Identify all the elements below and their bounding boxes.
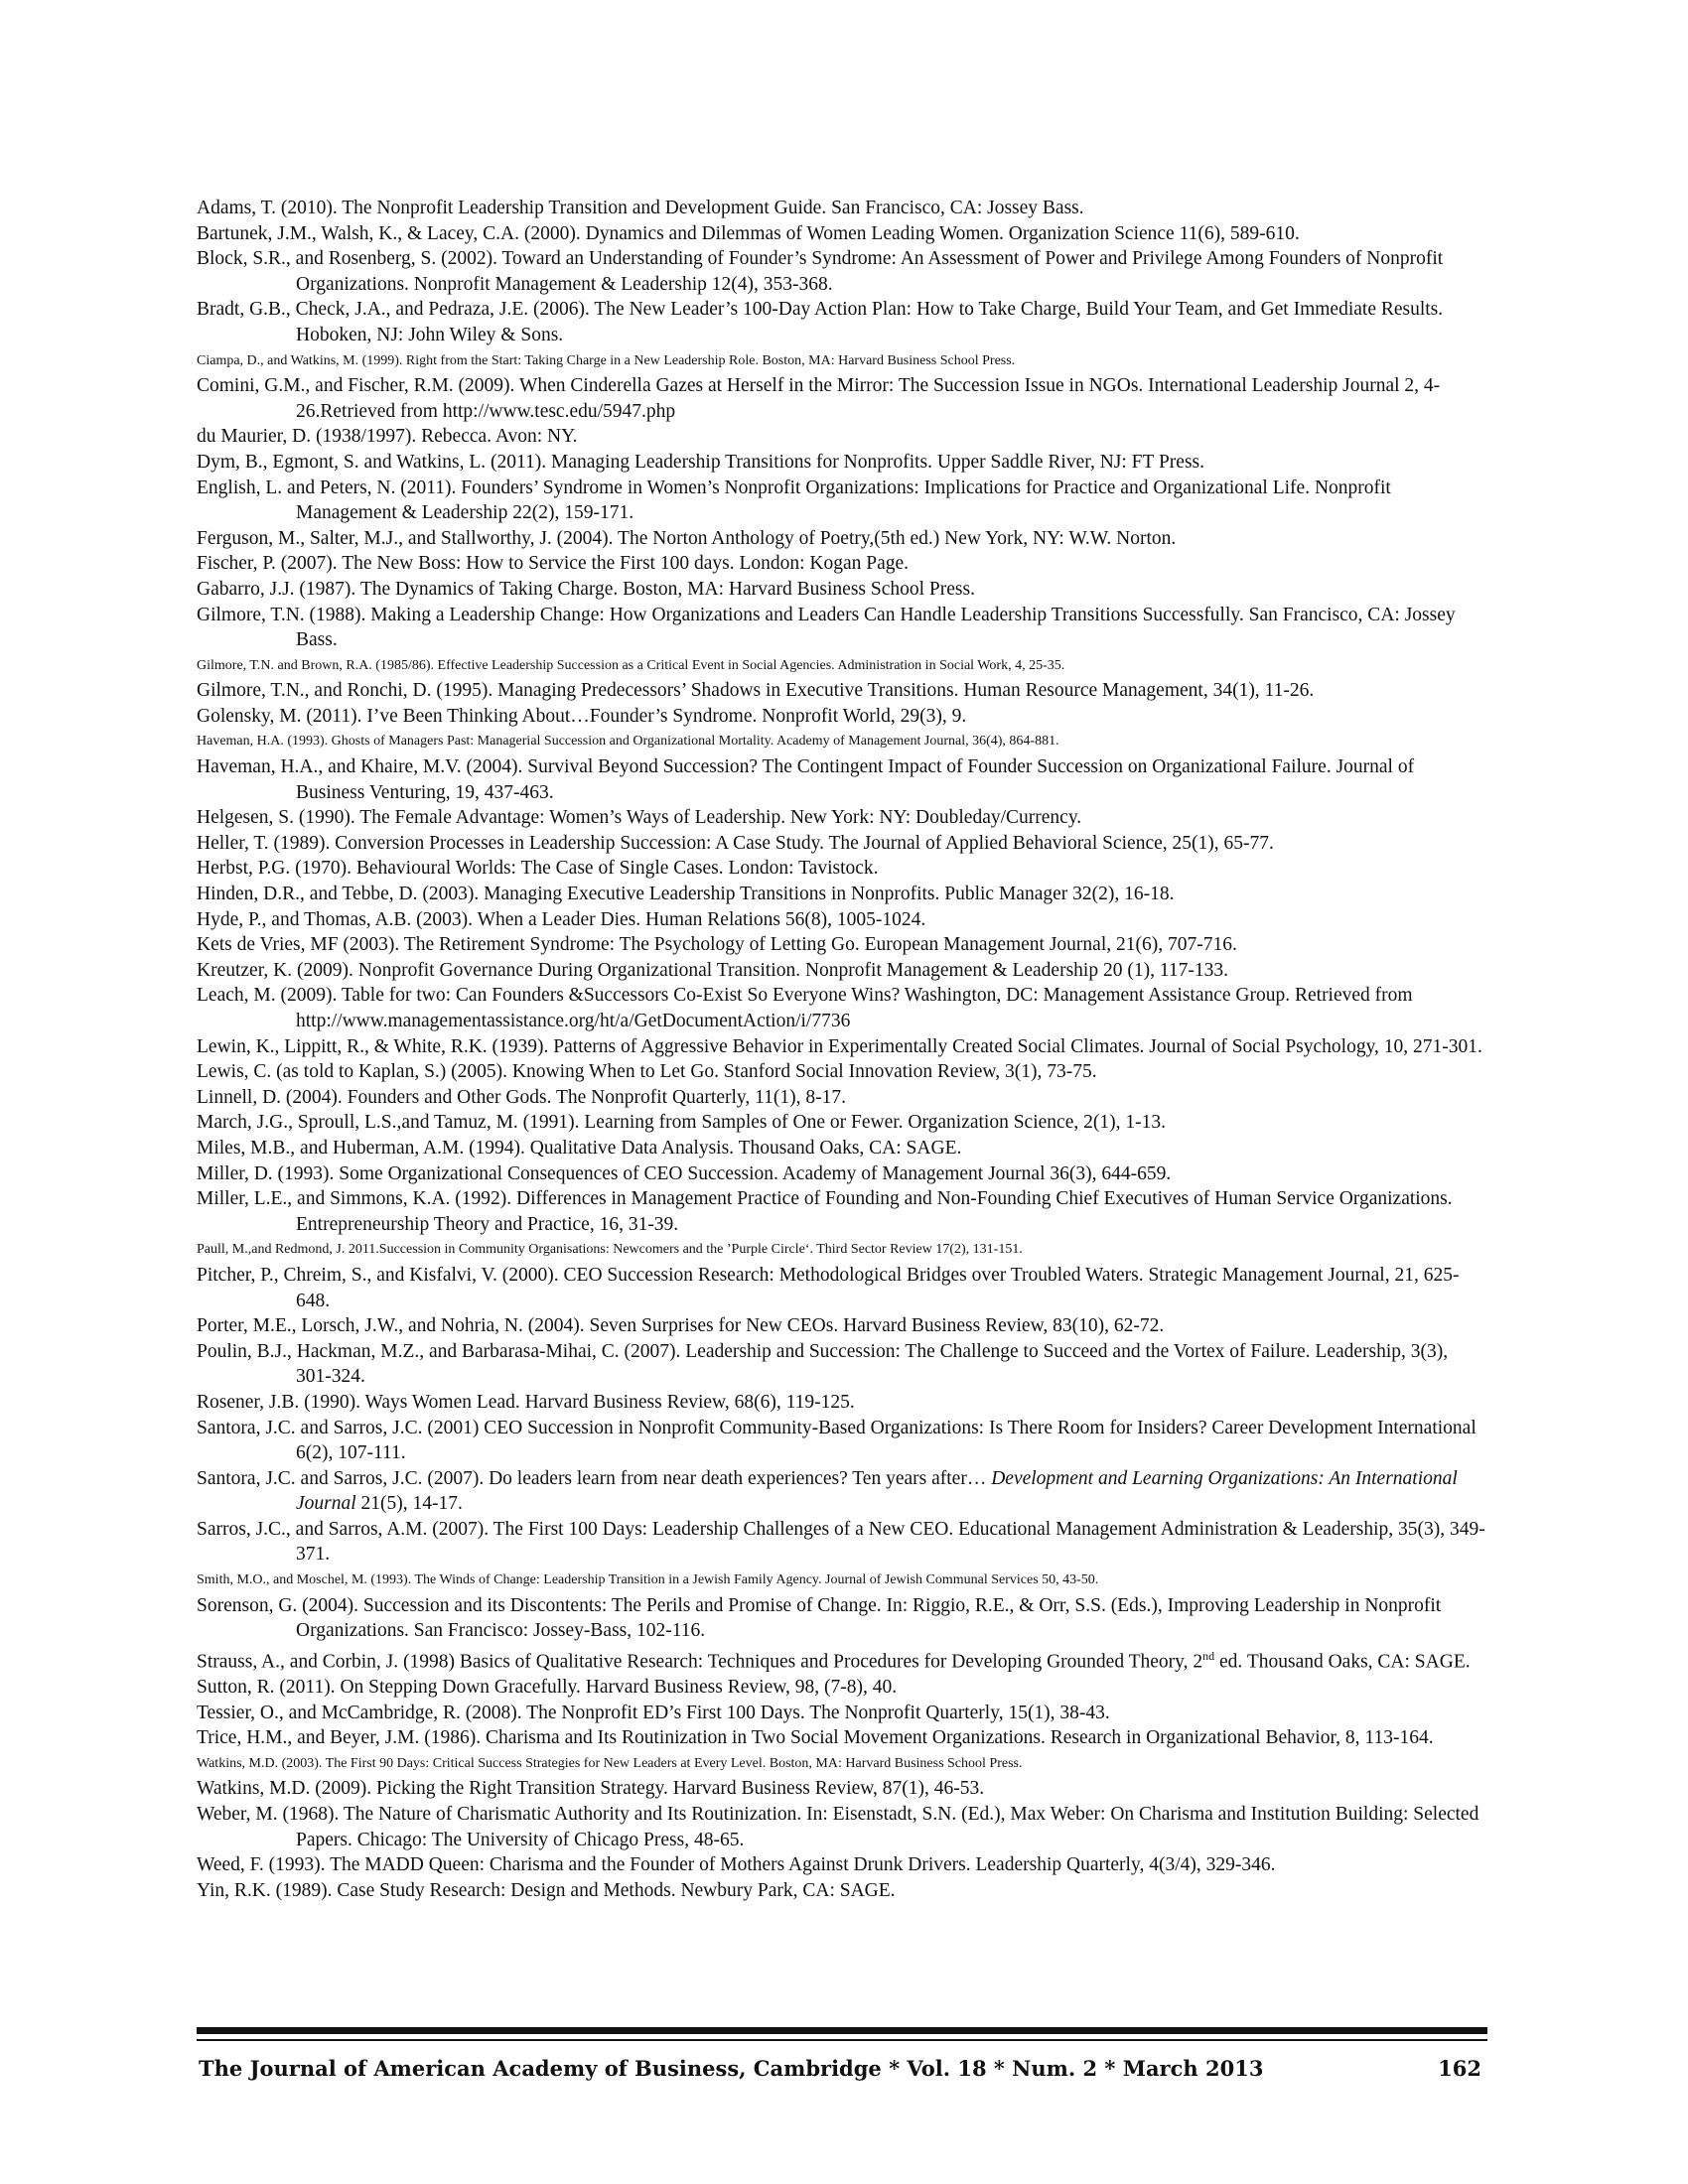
reference-superscript: nd — [1202, 1648, 1215, 1663]
reference-entry — [197, 1085, 1487, 1111]
reference-text: Linnell, D. (2004). Founders and Other Gods. The Nonprofit Quarterly, 11(1), 8-17. — [197, 1086, 847, 1108]
reference-entry — [197, 754, 1487, 805]
reference-text: Tessier, O., and McCambridge, R. (2008). The Nonprofit ED’s First 100 Days. The Nonprofit Quarterly, 15(1), 38-43. — [197, 1702, 1110, 1723]
reference-entry — [197, 856, 1487, 882]
reference-text: Bartunek, J.M., Walsh, K., & Lacey, C.A. (2000). Dynamics and Dilemmas of Women Leading Women. Organization Science 11(6), 589-610. — [197, 222, 1300, 244]
reference-entry — [197, 958, 1487, 984]
reference-entry — [197, 1776, 1487, 1802]
reference-text: English, L. and Peters, N. (2011). Founders’ Syndrome in Women’s Nonprofit Organizations: Implications for Practice and Organizational Life. Nonprofit Management & Leadership 22(2), 159-171. — [197, 477, 1391, 524]
footer-rule-thin — [197, 2039, 1487, 2041]
reference-text: Poulin, B.J., Hackman, M.Z., and Barbarasa-Mihai, C. (2007). Leadership and Succession: The Challenge to Succeed and the Vortex of Failure. Leadership, 3(3), 301-324. — [197, 1340, 1449, 1388]
reference-entry — [197, 1852, 1487, 1878]
reference-text: Ciampa, D., and Watkins, M. (1999). Right from the Start: Taking Charge in a New Leadership Role. Boston, MA: Harvard Business School Press. — [197, 352, 1016, 368]
reference-text: Dym, B., Egmont, S. and Watkins, L. (2011). Managing Leadership Transitions for Nonprofits. Upper Saddle River, NJ: FT Press. — [197, 451, 1205, 473]
reference-text: Block, S.R., and Rosenberg, S. (2002). Toward an Understanding of Founder’s Syndrome: An Assessment of Power and Privilege Among Founders of Nonprofit Organizations. Nonprofit Management & Leadership 12(4), 353-368. — [197, 248, 1444, 295]
reference-text: Gilmore, T.N., and Ronchi, D. (1995). Managing Predecessors’ Shadows in Executive Transitions. Human Resource Management, 34(1), 11-26. — [197, 680, 1315, 702]
reference-text: Gilmore, T.N. and Brown, R.A. (1985/86). Effective Leadership Succession as a Critical Event in Social Agencies. Administration in Social Work, 4, 25-35. — [197, 657, 1065, 673]
reference-text: Fischer, P. (2007). The New Boss: How to Service the First 100 days. London: Kogan Page. — [197, 553, 910, 575]
reference-entry — [197, 1136, 1487, 1161]
reference-text: Helgesen, S. (1990). The Female Advantage: Women’s Ways of Leadership. New York: NY: Doubleday/Currency. — [197, 807, 1082, 829]
reference-text: Miller, L.E., and Simmons, K.A. (1992). Differences in Management Practice of Founding and Non-Founding Chief Executives of Human Service Organizations. Entrepreneurship Theory and Practice, 16, 31-39. — [197, 1188, 1453, 1235]
reference-entry — [197, 196, 1487, 221]
reference-entry — [197, 1568, 1487, 1593]
reference-entry — [197, 246, 1487, 297]
reference-text: Haveman, H.A. (1993). Ghosts of Managers Past: Managerial Succession and Organizational Mortality. Academy of Management Journal, 36(4), 864-881. — [197, 734, 1059, 750]
reference-entry — [197, 1802, 1487, 1852]
reference-entry — [197, 1466, 1487, 1517]
reference-italic-title: Development and Learning Organizations: An International Journal — [296, 1467, 1458, 1515]
reference-text: Yin, R.K. (1989). Case Study Research: Design and Methods. Newbury Park, CA: SAGE. — [197, 1879, 896, 1901]
reference-entry — [197, 831, 1487, 857]
reference-entry — [197, 450, 1487, 476]
reference-list — [197, 196, 1487, 1903]
footer-rule-thick — [197, 2027, 1487, 2034]
reference-text: Porter, M.E., Lorsch, J.W., and Nohria, N. (2004). Seven Surprises for New CEOs. Harvard Business Review, 83(10), 62-72. — [197, 1315, 1165, 1337]
reference-entry — [197, 983, 1487, 1033]
reference-text: Gabarro, J.J. (1987). The Dynamics of Taking Charge. Boston, MA: Harvard Business School Press. — [197, 578, 975, 600]
reference-text: Herbst, P.G. (1970). Behavioural Worlds: The Case of Single Cases. London: Tavistock. — [197, 858, 879, 880]
reference-text: Weed, F. (1993). The MADD Queen: Charisma and the Founder of Mothers Against Drunk Drivers. Leadership Quarterly, 4(3/4), 329-346. — [197, 1854, 1276, 1876]
reference-text: Santora, J.C. and Sarros, J.C. (2001) CEO Succession in Nonprofit Community-Based Organizations: Is There Room for Insiders? Career Development International 6(2), 107-111. — [197, 1417, 1477, 1464]
reference-text: Ferguson, M., Salter, M.J., and Stallworthy, J. (2004). The Norton Anthology of Poetry,(5th ed.) New York, NY: W.W. Norton. — [197, 527, 1177, 549]
reference-entry — [197, 704, 1487, 730]
reference-entry — [197, 653, 1487, 679]
reference-entry — [197, 1416, 1487, 1466]
reference-entry — [197, 932, 1487, 958]
reference-text: Kets de Vries, MF (2003). The Retirement Syndrome: The Psychology of Letting Go. European Management Journal, 21(6), 707-716. — [197, 934, 1237, 956]
reference-text: Pitcher, P., Chreim, S., and Kisfalvi, V. (2000). CEO Succession Research: Methodological Bridges over Troubled Waters. Strategic Management Journal, 21, 625-648. — [197, 1264, 1460, 1311]
reference-text: Hinden, D.R., and Tebbe, D. (2003). Managing Executive Leadership Transitions in Nonprofits. Public Manager 32(2), 16-18. — [197, 884, 1175, 905]
reference-entry — [197, 1751, 1487, 1777]
reference-text: Golensky, M. (2011). I’ve Been Thinking About…Founder’s Syndrome. Nonprofit World, 29(3), 9. — [197, 705, 967, 727]
reference-text: Leach, M. (2009). Table for two: Can Founders &Successors Co-Exist So Everyone Wins? Washington, DC: Management Assistance Group. Retrieved from http://www.managementassistance.org/ht/a/GetDocumentAction/i/7736 — [197, 985, 1413, 1031]
reference-text: Miller, D. (1993). Some Organizational Consequences of CEO Succession. Academy of Management Journal 36(3), 644-659. — [197, 1162, 1172, 1184]
reference-entry — [197, 221, 1487, 247]
reference-text: Sarros, J.C., and Sarros, A.M. (2007). The First 100 Days: Leadership Challenges of a New CEO. Educational Management Administration & Leadership, 35(3), 349-371. — [197, 1518, 1485, 1566]
reference-entry — [197, 373, 1487, 424]
reference-entry — [197, 907, 1487, 933]
reference-text: Sutton, R. (2011). On Stepping Down Gracefully. Harvard Business Review, 98, (7-8), 40. — [197, 1676, 898, 1698]
reference-text: Heller, T. (1989). Conversion Processes in Leadership Succession: A Case Study. The Journal of Applied Behavioral Science, 25(1), 65-77. — [197, 832, 1274, 854]
reference-entry — [197, 805, 1487, 831]
reference-text-tail: ed. Thousand Oaks, CA: SAGE. — [1214, 1651, 1471, 1673]
reference-entry — [197, 348, 1487, 374]
reference-text: du Maurier, D. (1938/1997). Rebecca. Avon: NY. — [197, 426, 578, 448]
reference-entry — [197, 729, 1487, 754]
reference-text: Lewin, K., Lippitt, R., & White, R.K. (1939). Patterns of Aggressive Behavior in Experimentally Created Social Climates. Journal of Social Psychology, 10, 271-301. — [197, 1035, 1482, 1057]
reference-entry — [197, 1644, 1487, 1675]
reference-entry — [197, 1701, 1487, 1726]
reference-entry — [197, 577, 1487, 603]
reference-text: Adams, T. (2010). The Nonprofit Leadership Transition and Development Guide. San Francisco, CA: Jossey Bass. — [197, 198, 1084, 218]
reference-entry — [197, 1593, 1487, 1644]
reference-entry — [197, 1313, 1487, 1339]
reference-text: Trice, H.M., and Beyer, J.M. (1986). Charisma and Its Routinization in Two Social Movement Organizations. Research in Organizational Behavior, 8, 113-164. — [197, 1727, 1434, 1749]
reference-entry — [197, 551, 1487, 577]
reference-text: Weber, M. (1968). The Nature of Charismatic Authority and Its Routinization. In: Eisenstadt, S.N. (Ed.), Max Weber: On Charisma and Institution Building: Selected Papers. Chicago: The University of Chicago Press, 48-65. — [197, 1803, 1479, 1850]
reference-text: Paull, M.,and Redmond, J. 2011.Succession in Community Organisations: Newcomers and the ’Purple Circle‘. Third Sector Review 17(2), 131-151. — [197, 1242, 1023, 1258]
reference-text-tail: 21(5), 14-17. — [355, 1493, 463, 1515]
reference-text: Sorenson, G. (2004). Succession and its Discontents: The Perils and Promise of Change. In: Riggio, R.E., & Orr, S.S. (Eds.), Improving Leadership in Nonprofit Organizations. San Francisco: Jossey-Bass, 102-116. — [197, 1594, 1442, 1642]
reference-entry — [197, 1517, 1487, 1568]
reference-text: Gilmore, T.N. (1988). Making a Leadership Change: How Organizations and Leaders Can Handle Leadership Transitions Successfully. San Francisco, CA: Jossey Bass. — [197, 604, 1456, 651]
reference-text: Bradt, G.B., Check, J.A., and Pedraza, J.E. (2006). The New Leader’s 100-Day Action Plan: How to Take Charge, Build Your Team, and Get Immediate Results. Hoboken, NJ: John Wiley & Sons. — [197, 299, 1444, 345]
reference-entry — [197, 1161, 1487, 1187]
page-number: 162 — [1438, 2056, 1481, 2081]
reference-entry — [197, 1263, 1487, 1313]
reference-text: Smith, M.O., and Moschel, M. (1993). The Winds of Change: Leadership Transition in a Jewish Family Agency. Journal of Jewish Communal Services 50, 43-50. — [197, 1572, 1099, 1588]
reference-text: Rosener, J.B. (1990). Ways Women Lead. Harvard Business Review, 68(6), 119-125. — [197, 1391, 855, 1413]
reference-text: Kreutzer, K. (2009). Nonprofit Governance During Organizational Transition. Nonprofit Management & Leadership 20 (1), 117-133. — [197, 959, 1228, 981]
reference-text: Watkins, M.D. (2009). Picking the Right Transition Strategy. Harvard Business Review, 87(1), 46-53. — [197, 1778, 985, 1800]
reference-text: Santora, J.C. and Sarros, J.C. (2007). Do leaders learn from near death experiences? Ten years after… — [197, 1467, 992, 1489]
reference-text: Miles, M.B., and Huberman, A.M. (1994). Qualitative Data Analysis. Thousand Oaks, CA: SAGE. — [197, 1137, 962, 1159]
reference-entry — [197, 1059, 1487, 1085]
reference-entry — [197, 1237, 1487, 1263]
reference-text: March, J.G., Sproull, L.S.,and Tamuz, M. (1991). Learning from Samples of One or Fewer. Organization Science, 2(1), 1-13. — [197, 1112, 1166, 1134]
reference-text: Watkins, M.D. (2003). The First 90 Days: Critical Success Strategies for New Leaders at Every Level. Boston, MA: Harvard Business School Press. — [197, 1755, 1023, 1771]
reference-entry — [197, 1725, 1487, 1751]
reference-entry — [197, 1339, 1487, 1390]
reference-entry — [197, 1186, 1487, 1237]
reference-entry — [197, 297, 1487, 347]
reference-entry — [197, 476, 1487, 526]
reference-entry — [197, 1110, 1487, 1136]
reference-entry — [197, 882, 1487, 907]
reference-text: Hyde, P., and Thomas, A.B. (2003). When a Leader Dies. Human Relations 56(8), 1005-1024. — [197, 908, 926, 930]
reference-text: Strauss, A., and Corbin, J. (1998) Basics of Qualitative Research: Techniques and Procedures for Developing Grounded Theory, 2 — [197, 1651, 1203, 1673]
reference-entry — [197, 1390, 1487, 1416]
reference-entry — [197, 424, 1487, 450]
reference-entry — [197, 678, 1487, 704]
journal-citation: The Journal of American Academy of Business, Cambridge * Vol. 18 * Num. 2 * March 2013 — [199, 2056, 1264, 2081]
reference-entry — [197, 1878, 1487, 1904]
reference-entry — [197, 1675, 1487, 1701]
reference-entry — [197, 603, 1487, 653]
reference-text: Comini, G.M., and Fischer, R.M. (2009). When Cinderella Gazes at Herself in the Mirror: The Succession Issue in NGOs. International Leadership Journal 2, 4-26.Retrieved from http://www.tesc.edu/5947.php — [197, 375, 1441, 422]
reference-entry — [197, 1034, 1487, 1060]
reference-text: Lewis, C. (as told to Kaplan, S.) (2005). Knowing When to Let Go. Stanford Social Innovation Review, 3(1), 73-75. — [197, 1061, 1097, 1083]
reference-text: Haveman, H.A., and Khaire, M.V. (2004). Survival Beyond Succession? The Contingent Impact of Founder Succession on Organizational Failure. Journal of Business Venturing, 19, 437-463. — [197, 756, 1415, 803]
reference-entry — [197, 526, 1487, 552]
